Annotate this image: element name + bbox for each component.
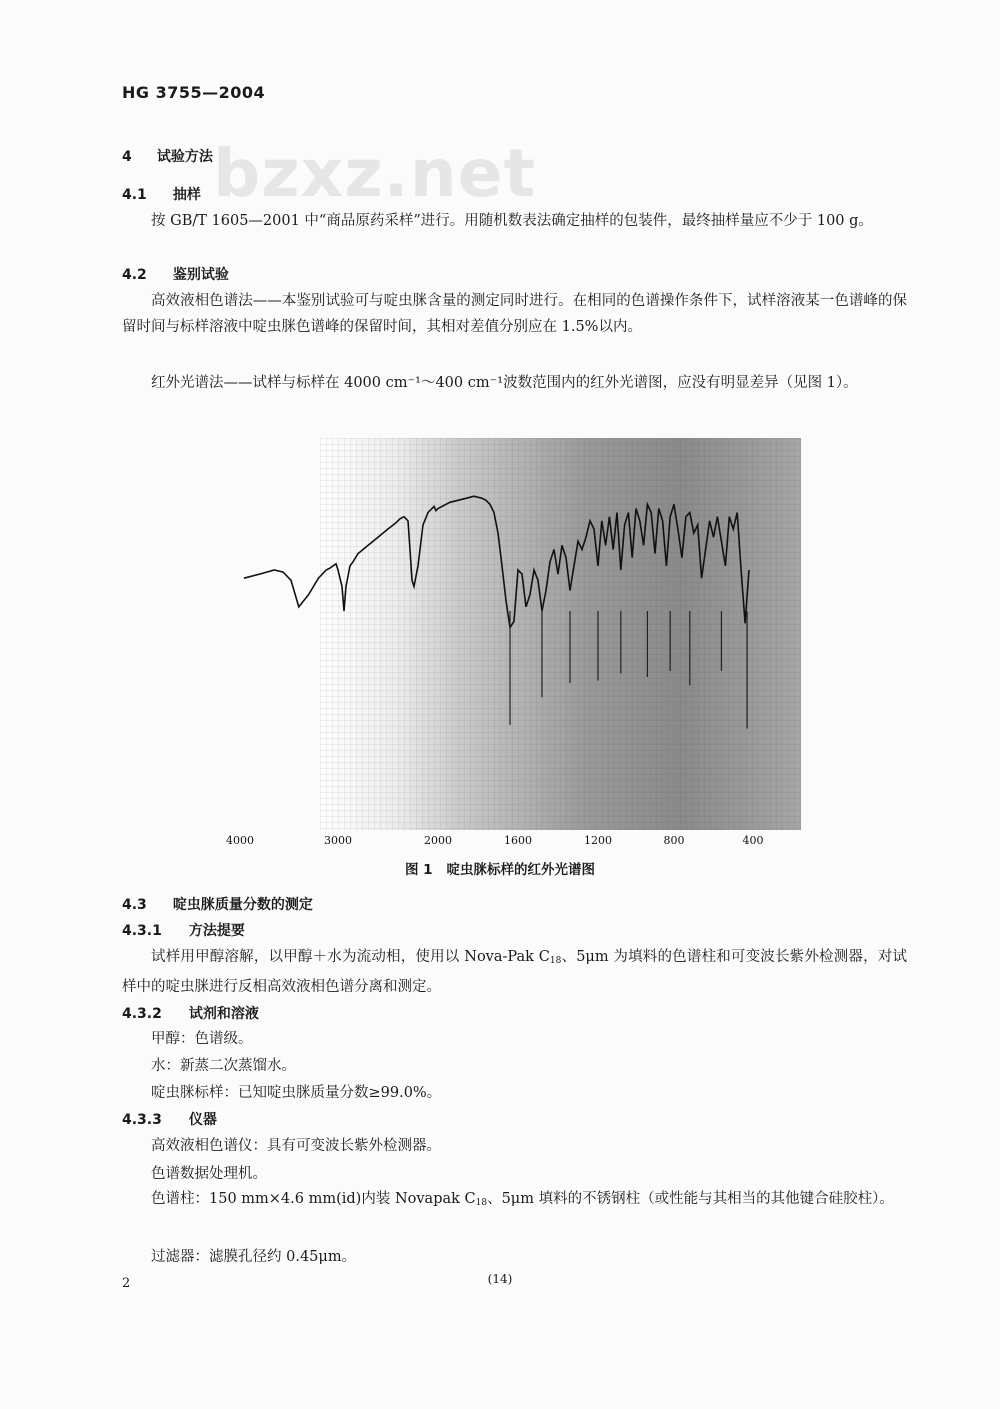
x-tick-label: 1200 bbox=[584, 834, 612, 847]
instrument-item: 色谱数据处理机。 bbox=[151, 1166, 267, 1182]
figure-title: 啶虫脒标样的红外光谱图 bbox=[446, 862, 596, 878]
x-tick-label: 2000 bbox=[424, 834, 452, 847]
standard-code: HG 3755—2004 bbox=[122, 83, 266, 102]
column-subscript: 18 bbox=[475, 1198, 488, 1208]
x-tick-label: 800 bbox=[663, 834, 685, 847]
x-tick-label: 400 bbox=[742, 834, 764, 847]
section-number: 4.3.1 bbox=[122, 923, 162, 939]
section-number: 4.3.3 bbox=[122, 1112, 162, 1128]
section-number: 4.3 bbox=[122, 897, 147, 913]
reagent-item: 啶虫脒标样：已知啶虫脒质量分数≥99.0%。 bbox=[151, 1085, 442, 1101]
total-page-number: (14) bbox=[487, 1272, 513, 1286]
method-summary-text-a: 试样用甲醇溶解，以甲醇＋水为流动相，使用以 Nova-Pak C bbox=[151, 949, 550, 965]
figure-caption bbox=[0, 858, 1000, 878]
section-4-2-heading bbox=[122, 264, 229, 284]
column-text-b: 、5μm 填料的不锈钢柱（或性能与其相当的其他键合硅胶柱）。 bbox=[487, 1191, 894, 1207]
section-title: 啶虫脒质量分数的测定 bbox=[172, 897, 313, 913]
reagent-item: 甲醇：色谱级。 bbox=[151, 1031, 253, 1047]
column-paragraph bbox=[122, 1186, 907, 1216]
section-number: 4.3.2 bbox=[122, 1006, 162, 1022]
section-4-3-1-heading bbox=[122, 920, 245, 940]
section-number: 4.2 bbox=[122, 267, 147, 283]
method-summary-subscript: 18 bbox=[549, 956, 562, 966]
section-title: 仪器 bbox=[188, 1112, 217, 1128]
section-title: 抽样 bbox=[172, 187, 201, 203]
section-number: 4.1 bbox=[122, 187, 147, 203]
x-tick-label: 4000 bbox=[226, 834, 254, 847]
plot-grid bbox=[320, 438, 801, 830]
section-title: 试剂和溶液 bbox=[188, 1006, 259, 1022]
section-number: 4 bbox=[122, 149, 132, 165]
method-summary-paragraph bbox=[122, 944, 907, 1000]
method-summary-text-b: 、5μm 为填料的色谱柱和可变波长紫外检测器，对试样中的啶虫脒进行反相高效液相色谱分离和测定。 bbox=[122, 949, 907, 995]
section-4-heading bbox=[122, 146, 213, 166]
hplc-identification-paragraph: 高效液相色谱法——本鉴别试验可与啶虫脒含量的测定同时进行。在相同的色谱操作条件下，试样溶液某一色谱峰的保留时间与标样溶液中啶虫脒色谱峰的保留时间，其相对差值分别应在 1.5%以内。 bbox=[122, 293, 907, 335]
section-4-3-2-heading bbox=[122, 1003, 259, 1023]
section-4-3-heading bbox=[122, 894, 313, 914]
page-number: 2 bbox=[122, 1276, 131, 1291]
section-4-3-3-heading bbox=[122, 1109, 217, 1129]
reagent-item: 水：新蒸二次蒸馏水。 bbox=[151, 1058, 296, 1074]
ir-identification-paragraph: 红外光谱法——试样与标样在 4000 cm⁻¹～400 cm⁻¹波数范围内的红外光谱图，应没有明显差异（见图 1）。 bbox=[151, 375, 858, 391]
x-tick-label: 3000 bbox=[324, 834, 352, 847]
ir-spectrum-figure bbox=[226, 438, 810, 853]
sampling-paragraph: 按 GB/T 1605—2001 中“商品原药采样”进行。用随机数表法确定抽样的包装件，最终抽样量应不少于 100 g。 bbox=[151, 213, 873, 229]
figure-number: 图 1 bbox=[404, 862, 433, 878]
x-tick-label: 1600 bbox=[504, 834, 532, 847]
section-4-1-heading bbox=[122, 184, 201, 204]
section-title: 方法提要 bbox=[188, 923, 245, 939]
instrument-item: 高效液相色谱仪：具有可变波长紫外检测器。 bbox=[151, 1138, 441, 1154]
ir-spectrum-chart bbox=[226, 438, 810, 853]
section-title: 鉴别试验 bbox=[172, 267, 229, 283]
section-title: 试验方法 bbox=[156, 149, 213, 165]
watermark: bzxz.net bbox=[213, 135, 537, 212]
filter-item: 过滤器：滤膜孔径约 0.45μm。 bbox=[151, 1249, 357, 1265]
column-text-a: 色谱柱：150 mm×4.6 mm(id)内装 Novapak C bbox=[151, 1191, 476, 1207]
